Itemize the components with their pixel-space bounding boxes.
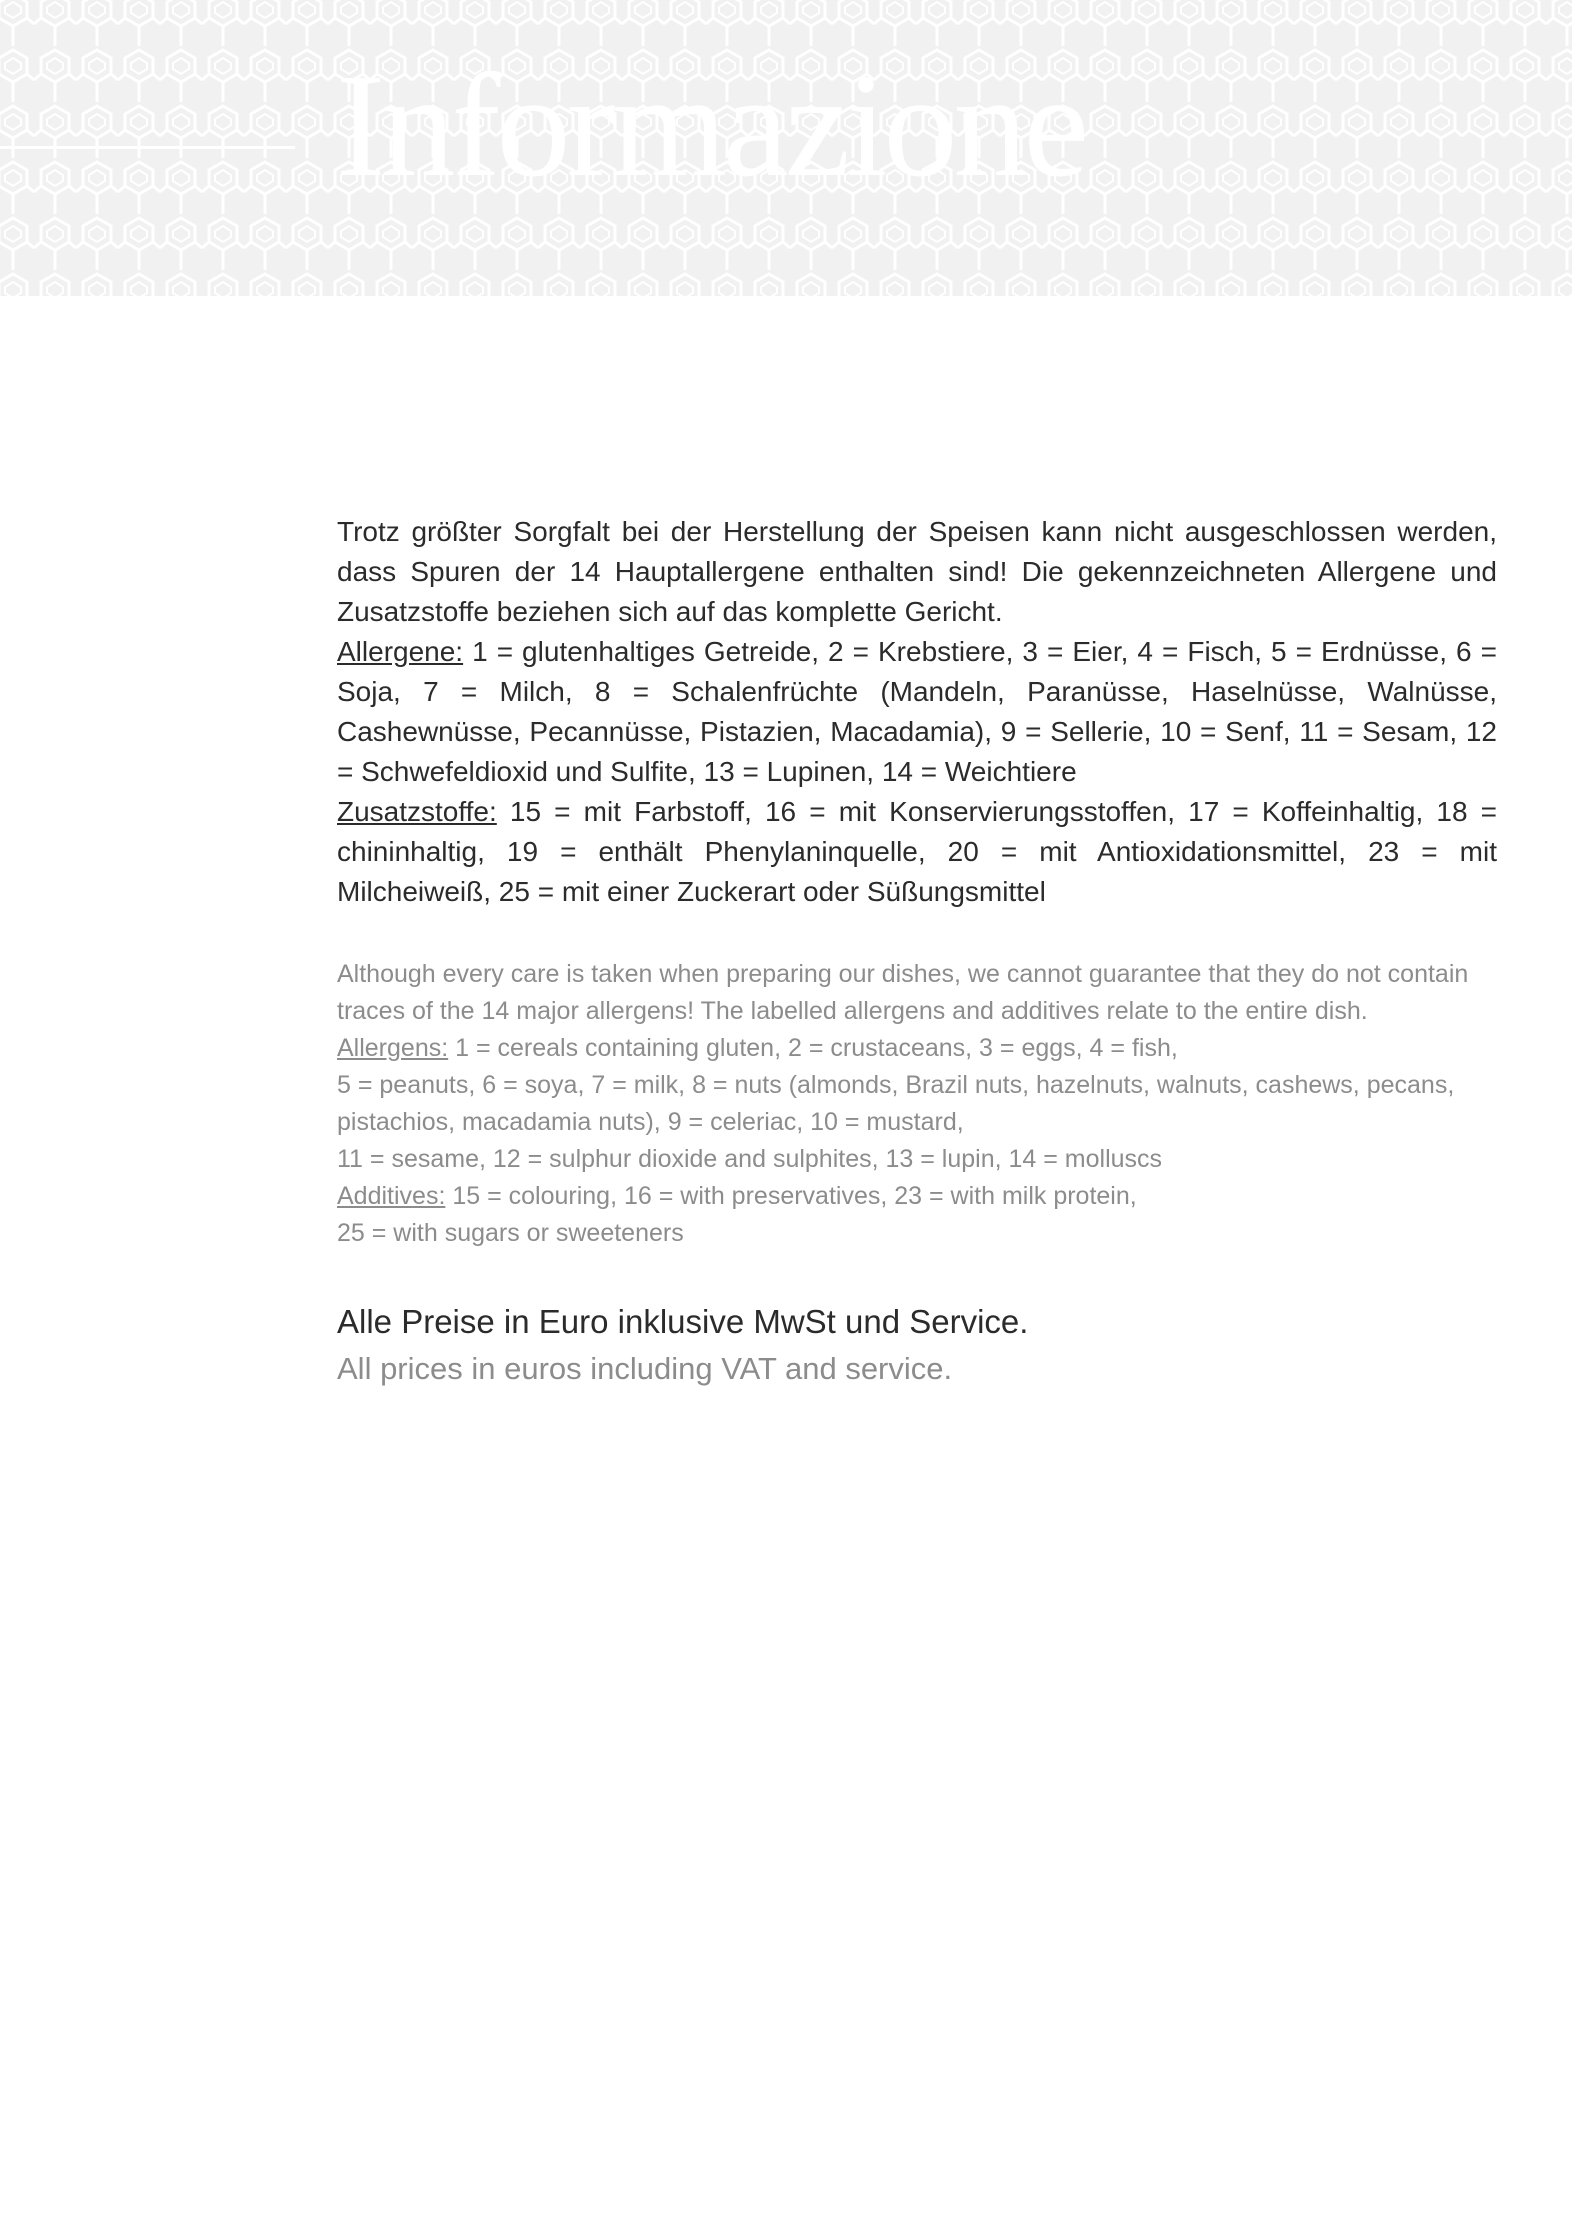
english-section bbox=[337, 956, 1497, 1252]
german-section bbox=[337, 512, 1497, 912]
german-additives-text: 15 = mit Farbstoff, 16 = mit Konservierungsstoffen, 17 = Koffeinhaltig, 18 = chininhaltig, 19 = enthält Phenylaninquelle, 20 = mit Antioxidationsmittel, 23 = mit Milcheiweiß, 25 = mit einer Zuckerart oder Süßungsmittel bbox=[337, 796, 1497, 907]
prices-english: All prices in euros including VAT and service. bbox=[337, 1351, 953, 1386]
english-additives-line-1 bbox=[337, 1178, 1497, 1215]
english-allergens-text-1: 1 = cereals containing gluten, 2 = crustaceans, 3 = eggs, 4 = fish, bbox=[448, 1034, 1178, 1062]
german-additives-label: Zusatzstoffe: bbox=[337, 796, 497, 827]
page-title: Informazione bbox=[336, 44, 1086, 208]
english-additives-text-1: 15 = colouring, 16 = with preservatives, 23 = with milk protein, bbox=[445, 1182, 1137, 1210]
german-intro: Trotz größter Sorgfalt bei der Herstellung der Speisen kann nicht ausgeschlossen werden, dass Spuren der 14 Hauptallergene enthalten sind! Die gekennzeichneten Allergene und Zusatzstoffe beziehen sich auf das komplette Gericht. bbox=[337, 516, 1497, 627]
english-additives-line-2: 25 = with sugars or sweeteners bbox=[337, 1219, 684, 1247]
english-allergens-line-1 bbox=[337, 1030, 1497, 1067]
german-allergens-label: Allergene: bbox=[337, 636, 464, 667]
header-rule bbox=[0, 146, 295, 149]
allergen-information bbox=[337, 512, 1497, 1392]
header-banner bbox=[0, 0, 1572, 296]
english-allergens-line-3: 11 = sesame, 12 = sulphur dioxide and sulphites, 13 = lupin, 14 = molluscs bbox=[337, 1145, 1163, 1173]
english-intro: Although every care is taken when preparing our dishes, we cannot guarantee that they do not contain traces of the 14 major allergens! The labelled allergens and additives relate to the entire dish. bbox=[337, 960, 1469, 1025]
german-additives bbox=[337, 792, 1497, 912]
english-additives-label: Additives: bbox=[337, 1182, 446, 1210]
prices-german: Alle Preise in Euro inklusive MwSt und Service. bbox=[337, 1303, 1029, 1340]
german-allergens-text: 1 = glutenhaltiges Getreide, 2 = Krebstiere, 3 = Eier, 4 = Fisch, 5 = Erdnüsse, 6 = Soja, 7 = Milch, 8 = Schalenfrüchte (Mandeln, Paranüsse, Haselnüsse, Walnüsse, Cashewnüsse, Pecannüsse, Pistazien, Macadamia), 9 = Sellerie, 10 = Senf, 11 = Sesam, 12 = Schwefeldioxid und Sulfite, 13 = Lupinen, 14 = Weichtiere bbox=[337, 636, 1497, 787]
german-allergens bbox=[337, 632, 1497, 792]
prices-section bbox=[337, 1298, 1497, 1392]
english-allergens-label: Allergens: bbox=[337, 1034, 449, 1062]
english-allergens-line-2: 5 = peanuts, 6 = soya, 7 = milk, 8 = nuts (almonds, Brazil nuts, hazelnuts, walnuts, cashews, pecans, pistachios, macadamia nuts), 9 = celeriac, 10 = mustard, bbox=[337, 1071, 1455, 1136]
